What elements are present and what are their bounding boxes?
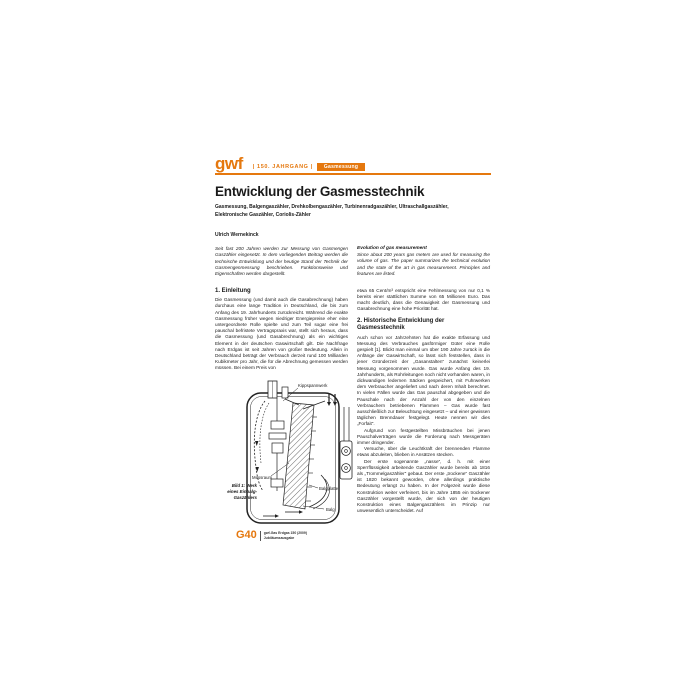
author-name: Ulrich Wernekinck — [215, 232, 259, 238]
gwf-logo: gwf — [215, 154, 243, 173]
keywords-line: Gasmessung, Balgengaszähler, Drehkolbengaszähler, Turbinenradgaszähler, Ultraschallgaszähler, Elektronische Gaszähler, Coriolis-Zähler — [215, 204, 449, 218]
abstract-english-title: Evolution of gas measurement — [357, 246, 427, 251]
gas-meter-diagram — [241, 379, 355, 531]
section1-heading: 1. Einleitung — [215, 287, 251, 294]
footer-imprint — [264, 531, 307, 541]
footer-divider — [260, 531, 261, 541]
left-column — [215, 288, 348, 537]
footer-line-1: gwf-Gas Erdgas 150 (2009) — [263, 531, 307, 535]
label-messraum: Messraum — [252, 474, 273, 480]
section2-paragraph-1: Auch schon vor Jahrzehnten hat die exakte Erfassung und Messung des Verbrauches gasförmiger Güter eine Rolle gespielt [1]. Blickt man einmal um über 190 Jahre zurück in die Anfänge der Gaswirtschaft, so lässt sich feststellen, dass in jener Gründerzeit der „Gasanstalten“ zunächst keinerlei Messung vorgenommen wurde. Gas wurde Anfang des 19. Jahrhunderts, als Rohrleitungen noch nicht vorhanden waren, in dickwandigen ledernen Säcken gespeichert, mit Fuhrwerken dem Verbraucher angeliefert und nach deren Inhalt berechnet. In vielen Fällen wurde das Gas pauschal abgegeben und die Pauschale nach der Anzahl der von den einzelnen Verbrauchern betriebenen Flammen – Gas wurde fast ausschließlich zur Beleuchtung eingesetzt – und einer gewissen täglichen Brenndauer festgelegt. Heute nennen wir dies „Forfait“. — [357, 334, 490, 427]
page-content — [215, 154, 491, 541]
article-body — [215, 288, 491, 537]
abstract-english-text: Since about 200 years gas meters are used for measuring the volume of gas. The paper summarizes the technical evolution and the state of the art in gas measurement. Principles and features are listed. — [357, 252, 490, 277]
topic-badge: Gasmessung — [317, 163, 365, 172]
abstract-german: Seit fast 200 Jahren werden zur Messung von Gasmengen Gaszähler eingesetzt. In dem vorliegenden Beitrag werden die technische Entwicklung und der heutige Stand der Technik der Gasmengenmessung beschrieben. Funktionsweise und Eigenschaften werden dargestellt. — [215, 246, 348, 277]
label-kippspannwerk: Kippspannwerk — [298, 382, 328, 388]
right-column — [357, 288, 490, 537]
figure1-block — [215, 379, 348, 537]
page-number: G40 — [236, 529, 257, 541]
section1-continuation: etwa 65 Cent/m³ entspricht eine Fehlmessung von nur 0,1 % bereits einer stattlichen Summe von 65 Millionen Euro. Das macht deutlich, dass die Genauigkeit der Gasmessung und Gasabrechnung eine hohe Priorität hat. — [357, 287, 490, 312]
section2-heading: 2. Historische Entwicklung der Gasmesstechnik — [357, 317, 445, 332]
section1-paragraph: Die Gasmessung (und damit auch die Gasabrechnung) haben durchaus eine lange Tradition in Deutschland, die bis zum Anfang des 19. Jahrhunderts zurückreicht. Während die exakte Gasmessung früher wegen niedriger Energiepreise eher eine untergeordnete Rolle spielte und zum Teil sogar eine frei pauschal befristete Vertragspraxis war, stellt sich heraus, dass die Gasmessung (und Gasabrechnung) als ein wichtiges Element in der deutschen Gaswirtschaft gilt. Die Nachfrage nach Erdgas ist seit Jahren von großer Bedeutung. Allein in Deutschland beträgt der Verbrauch derzeit rund 100 Milliarden Kubikmeter pro Jahr, die für die Abrechnung gemessen werden müssen. Bei einem Preis von — [215, 297, 348, 371]
section2-paragraph-3: Versuche, über die Leuchtkraft der brennenden Flamme etwas abzuleiten, blieben in Ansätzen stecken. — [357, 446, 490, 458]
figure1-diagram — [241, 379, 355, 536]
abstract-row — [215, 246, 491, 278]
label-balg: Balg — [326, 506, 335, 512]
figure1-caption: Bild 1: Werk eines Einbalg-Gaszählers — [227, 482, 257, 500]
section2-paragraph-2: Aufgrund von festgestellten Missbräuchen bei jenen Pauschalverträgen wurde die Forderung nach Messgeräten immer dringender. — [357, 427, 490, 445]
footer-line-2: Jubiläumsausgabe — [263, 535, 295, 540]
journal-header — [215, 154, 491, 175]
abstract-english — [357, 246, 490, 278]
section2-paragraph-4: Der erste sogenannte „nasse“, d. h. mit einer Sperrflüssigkeit arbeitende Gaszähler wurde bereits ab 1816 als „Trommelgaszähler“ gebaut. Der erste „trockene“ Gaszähler ist 1820 bekannt geworden, ohne allerdings praktische Bedeutung erlangt zu haben. In der Folgezeit wurde diese Konstruktion weiter verfeinert, bis im Jahre 1855 ein trockener Gaszähler vorgestellt wurde, der sich von der heutigen Konstruktion eines Balgengaszählers im Prinzip nur unwesentlich unterscheidet. Auf — [357, 458, 490, 514]
label-balgplatte: Balgplatte — [319, 485, 339, 491]
volume-label: | 150. JAHRGANG | — [252, 164, 313, 170]
page-footer — [236, 530, 307, 541]
article-title: Entwicklung der Gasmesstechnik — [215, 184, 425, 199]
